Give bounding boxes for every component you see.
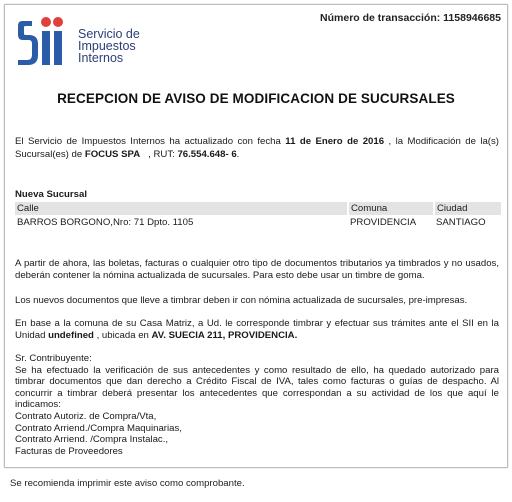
paragraph-stamps: A partir de ahora, las boletas, facturas o cualquier otro tipo de documentos tributarios ya timbrados y no usados, deberán contener la nómina actualizada de sucursales. Para esto debe usar un timbre de goma. bbox=[15, 258, 499, 282]
intro-paragraph bbox=[15, 136, 499, 161]
logo-line3: Internos bbox=[78, 51, 124, 65]
paragraph-new-documents: Los nuevos documentos que lleve a timbrar deben ir con nómina actualizada de sucursales, pre-impresas. bbox=[15, 295, 468, 306]
list-item: Contrato Arriend. /Compra Instalac., bbox=[15, 434, 169, 446]
transaction-label: Número de transacción: bbox=[320, 12, 441, 24]
intro-text-3: , RUT: bbox=[148, 148, 175, 160]
logo-wordmark bbox=[78, 28, 140, 64]
logo-line1: Servicio de bbox=[78, 27, 140, 41]
footer-note: Se recomienda imprimir este aviso como comprobante. bbox=[10, 478, 245, 489]
table-header-row bbox=[15, 202, 502, 215]
col-header-calle: Calle bbox=[15, 202, 348, 215]
cell-comuna: PROVIDENCIA bbox=[350, 217, 417, 228]
paragraph-unit bbox=[15, 318, 499, 342]
contribuyente-section bbox=[15, 353, 499, 457]
branch-table bbox=[15, 202, 503, 230]
page-title: RECEPCION DE AVISO DE MODIFICACION DE SUCURSALES bbox=[57, 91, 455, 106]
unit-text-2: , ubicada en bbox=[96, 330, 149, 342]
contribuyente-salutation: Sr. Contribuyente: bbox=[15, 353, 92, 364]
cell-ciudad: SANTIAGO bbox=[436, 217, 486, 228]
unit-address: AV. SUECIA 211, PROVIDENCIA. bbox=[151, 330, 298, 342]
list-item: Contrato Arriend./Compra Maquinarias, bbox=[15, 422, 182, 434]
sii-logo-icon bbox=[16, 13, 72, 69]
list-item: Facturas de Proveedores bbox=[15, 445, 123, 457]
transaction-value: 1158946685 bbox=[443, 12, 501, 24]
intro-rut: 76.554.648- 6 bbox=[177, 148, 237, 160]
col-header-comuna: Comuna bbox=[348, 202, 434, 215]
table-row bbox=[15, 215, 502, 230]
intro-date: 11 de Enero de 2016 bbox=[285, 136, 385, 147]
cell-calle: BARROS BORGONO,Nro: 71 Dpto. 1105 bbox=[17, 217, 194, 228]
intro-text-1: El Servicio de Impuestos Internos ha actualizado con fecha bbox=[15, 136, 281, 147]
logo-line2: Impuestos bbox=[78, 39, 136, 53]
intro-company: FOCUS SPA bbox=[84, 148, 141, 160]
intro-text-4: . bbox=[236, 148, 240, 160]
contribuyente-body: Se ha efectuado la verificación de sus antecedentes y como resultado de ello, ha quedado autorizado para timbrar documentos que dan derecho a Crédito Fiscal de IVA, tales como facturas o guías de despacho. Al concurrir a timbrar deberá presentar los antecedentes que correspondan a su actividad de los que aquí le indicamos: bbox=[15, 364, 499, 411]
col-header-ciudad: Ciudad bbox=[434, 202, 502, 215]
transaction-number bbox=[320, 12, 501, 24]
sii-logo bbox=[16, 13, 146, 73]
list-item: Contrato Autoriz. de Compra/Vta, bbox=[15, 410, 157, 422]
unit-name: undefined bbox=[48, 330, 94, 342]
intro-text-2: , la Modificación de la(s) Sucursal(es) de bbox=[15, 136, 499, 160]
branch-heading: Nueva Sucursal bbox=[15, 189, 87, 200]
notice-frame bbox=[4, 4, 508, 468]
unit-text-1: En base a la comuna de su Casa Matriz, a Ud. le corresponde timbrar y efectuar sus trámites ante el SII en la Unidad bbox=[15, 318, 499, 342]
